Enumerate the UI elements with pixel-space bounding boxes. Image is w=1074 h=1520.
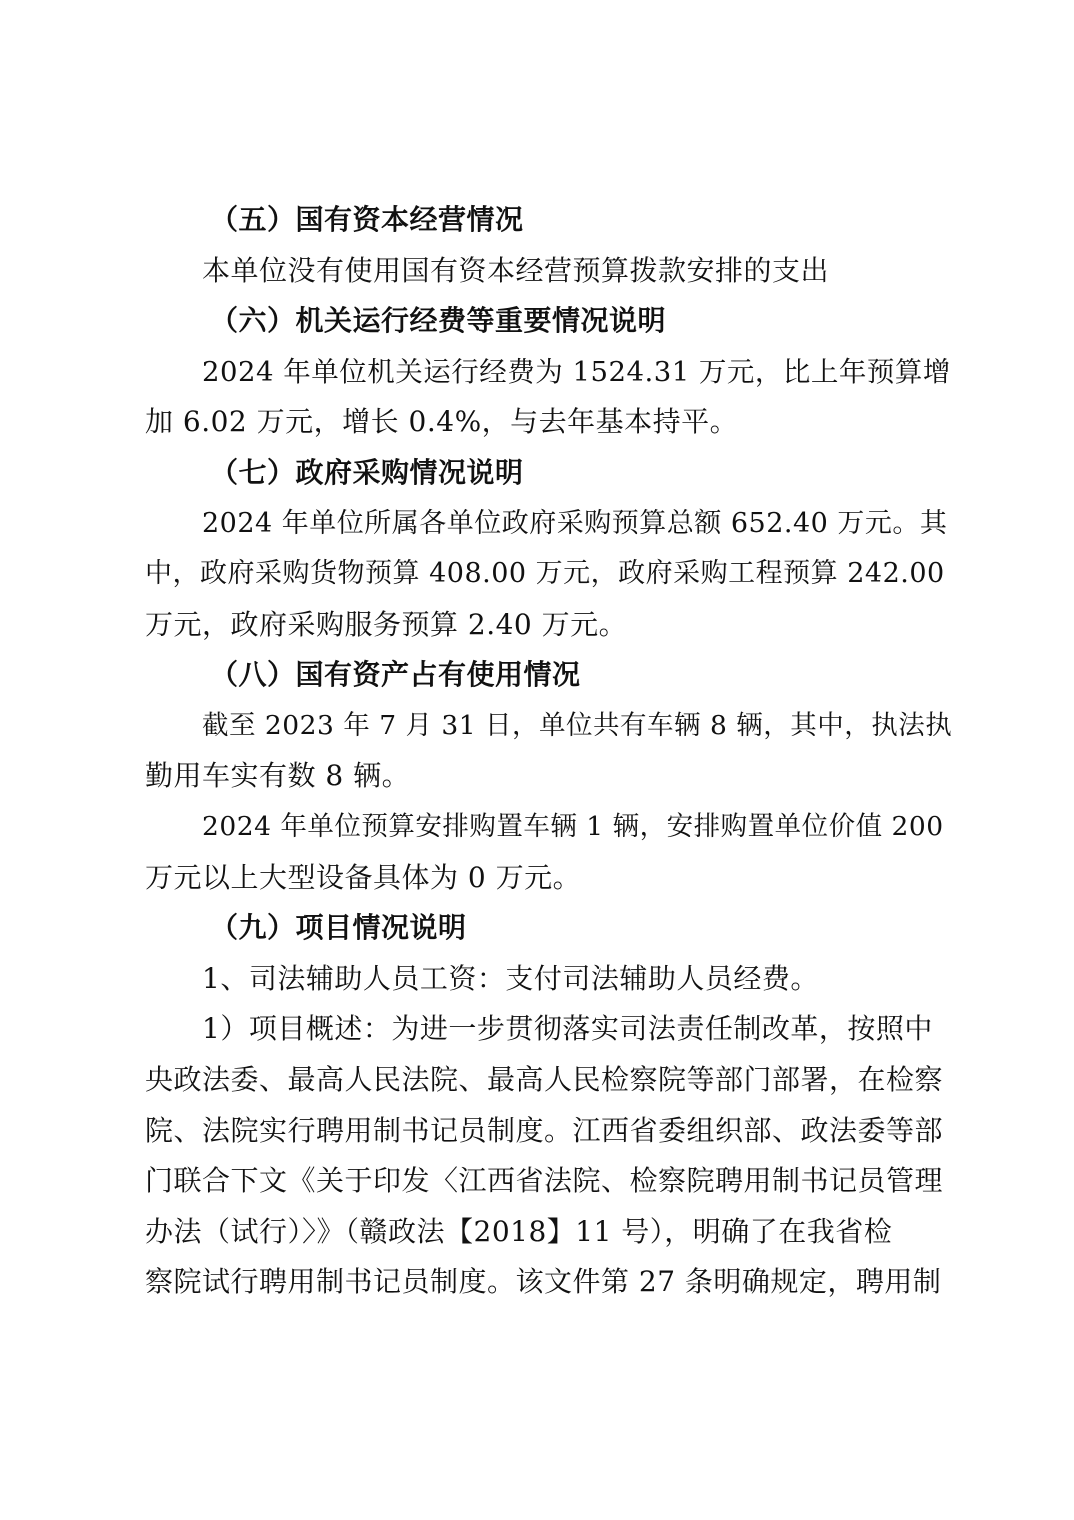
paragraph-line: 2024 年单位预算安排购置车辆 1 辆，安排购置单位价值 200: [202, 811, 944, 842]
paragraph-line: 2024 年单位机关运行经费为 1524.31 万元，比上年预算增: [202, 356, 951, 388]
paragraph-line: 门联合下文《关于印发〈江西省法院、检察院聘用制书记员管理: [145, 1164, 944, 1197]
paragraph-line: 办法（试行）〉》（赣政法【2018】11 号），明确了在我省检: [145, 1215, 893, 1248]
paragraph-line: 勤用车实有数 8 辆。: [145, 759, 411, 792]
paragraph-line: 万元，政府采购服务预算 2.40 万元。: [145, 608, 628, 641]
paragraph-line: 1、司法辅助人员工资：支付司法辅助人员经费。: [202, 962, 819, 995]
paragraph-line: 截至 2023 年 7 月 31 日，单位共有车辆 8 辆，其中，执法执: [202, 710, 953, 741]
paragraph-line: 2024 年单位所属各单位政府采购预算总额 652.40 万元。其: [202, 508, 948, 539]
section-heading-six: （六）机关运行经费等重要情况说明: [210, 304, 667, 337]
paragraph-line: 1）项目概述：为进一步贯彻落实司法责任制改革，按照中: [202, 1012, 933, 1045]
section-heading-nine: （九）项目情况说明: [210, 911, 467, 944]
paragraph-line: 万元以上大型设备具体为 0 万元。: [145, 861, 582, 894]
section-heading-seven: （七）政府采购情况说明: [210, 456, 524, 489]
paragraph-line: 中，政府采购货物预算 408.00 万元，政府采购工程预算 242.00: [145, 558, 945, 589]
paragraph-line: 本单位没有使用国有资本经营预算拨款安排的支出: [202, 254, 830, 287]
section-heading-eight: （八）国有资产占有使用情况: [210, 658, 581, 691]
section-heading-five: （五）国有资本经营情况: [210, 203, 524, 236]
paragraph-line: 院、法院实行聘用制书记员制度。江西省委组织部、政法委等部: [145, 1114, 944, 1147]
paragraph-line: 央政法委、最高人民法院、最高人民检察院等部门部署，在检察: [145, 1063, 944, 1096]
paragraph-line: 察院试行聘用制书记员制度。该文件第 27 条明确规定，聘用制: [145, 1265, 942, 1298]
paragraph-line: 加 6.02 万元，增长 0.4%，与去年基本持平。: [145, 405, 739, 438]
